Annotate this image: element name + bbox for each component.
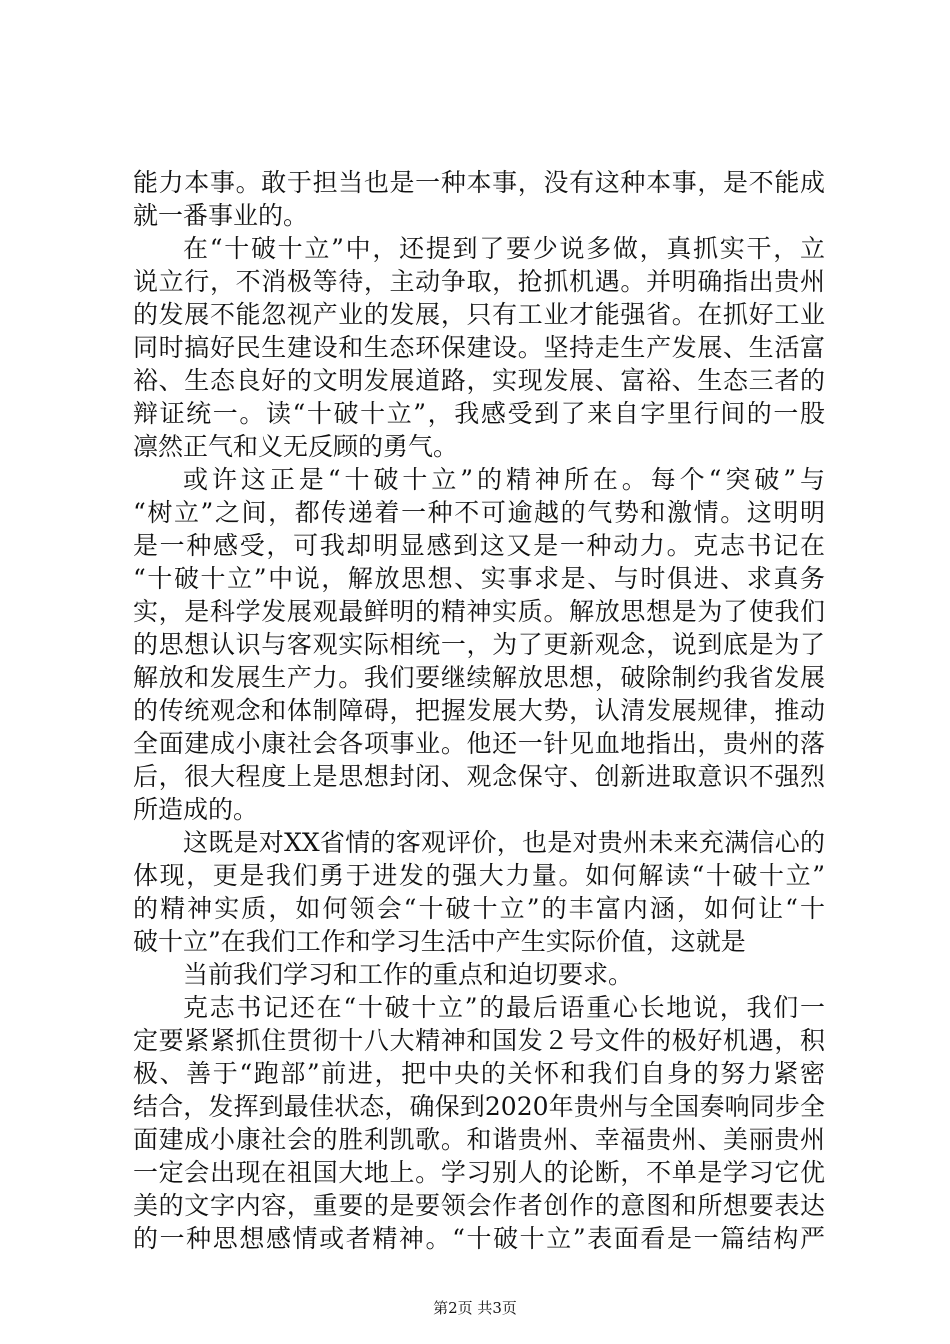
page-footer: 第2页 共3页 <box>433 1299 517 1317</box>
text-line: 在“十破十立”中，还提到了要少说多做，真抓实干，立 <box>183 234 825 263</box>
text-line: 当前我们学习和工作的重点和迫切要求。 <box>183 960 634 989</box>
text-line: 体现，更是我们勇于进发的强大力量。如何解读“十破十立” <box>133 861 825 890</box>
text-line: “十破十立”中说，解放思想、实事求是、与时俱进、求真务 <box>133 564 825 593</box>
text-line: 裕、生态良好的文明发展道路，实现发展、富裕、生态三者的 <box>133 366 825 395</box>
text-line: 实，是科学发展观最鲜明的精神实质。解放思想是为了使我们 <box>133 597 825 626</box>
text-line: 辩证统一。读“十破十立”，我感受到了来自字里行间的一股 <box>133 399 825 428</box>
text-line: 的一种思想感情或者精神。“十破十立”表面看是一篇结构严 <box>133 1224 825 1253</box>
text-line: 一定会出现在祖国大地上。学习别人的论断，不单是学习它优 <box>133 1158 825 1187</box>
text-line: 的发展不能忽视产业的发展，只有工业才能强省。在抓好工业 <box>133 300 825 329</box>
text-line: 结合，发挥到最佳状态，确保到2020年贵州与全国奏响同步全 <box>133 1092 825 1121</box>
text-line: 美的文字内容，重要的是要领会作者创作的意图和所想要表达 <box>133 1191 825 1220</box>
text-line: 解放和发展生产力。我们要继续解放思想，破除制约我省发展 <box>133 663 825 692</box>
text-line: 的精神实质，如何领会“十破十立”的丰富内涵，如何让“十 <box>133 894 825 923</box>
text-line: 凛然正气和义无反顾的勇气。 <box>133 432 459 461</box>
text-line: “树立”之间，都传递着一种不可逾越的气势和激情。这明明 <box>133 498 825 527</box>
text-line: 就一番事业的。 <box>133 201 309 230</box>
text-line: 全面建成小康社会各项事业。他还一针见血地指出，贵州的落 <box>133 729 825 758</box>
text-line: 的思想认识与客观实际相统一，为了更新观念，说到底是为了 <box>133 630 825 659</box>
document-body <box>133 166 825 1255</box>
text-line: 定要紧紧抓住贯彻十八大精神和国发２号文件的极好机遇，积 <box>133 1026 825 1055</box>
text-line: 或许这正是“十破十立”的精神所在。每个“突破”与 <box>183 465 825 494</box>
text-line: 的传统观念和体制障碍，把握发展大势，认清发展规律，推动 <box>133 696 825 725</box>
text-line: 面建成小康社会的胜利凯歌。和谐贵州、幸福贵州、美丽贵州 <box>133 1125 825 1154</box>
text-line: 是一种感受，可我却明显感到这又是一种动力。克志书记在 <box>133 531 825 560</box>
text-line: 这既是对XX省情的客观评价，也是对贵州未来充满信心的 <box>183 828 825 857</box>
text-line: 所造成的。 <box>133 795 259 824</box>
text-line: 说立行，不消极等待，主动争取，抢抓机遇。并明确指出贵州 <box>133 267 825 296</box>
text-line: 同时搞好民生建设和生态环保建设。坚持走生产发展、生活富 <box>133 333 825 362</box>
text-line: 后，很大程度上是思想封闭、观念保守、创新进取意识不强烈 <box>133 762 825 791</box>
text-line: 能力本事。敢于担当也是一种本事，没有这种本事，是不能成 <box>133 168 825 197</box>
text-line: 极、善于“跑部”前进，把中央的关怀和我们自身的努力紧密 <box>133 1059 825 1088</box>
text-line: 克志书记还在“十破十立”的最后语重心长地说，我们一 <box>183 993 825 1022</box>
text-line: 破十立”在我们工作和学习生活中产生实际价值，这就是 <box>133 927 746 956</box>
